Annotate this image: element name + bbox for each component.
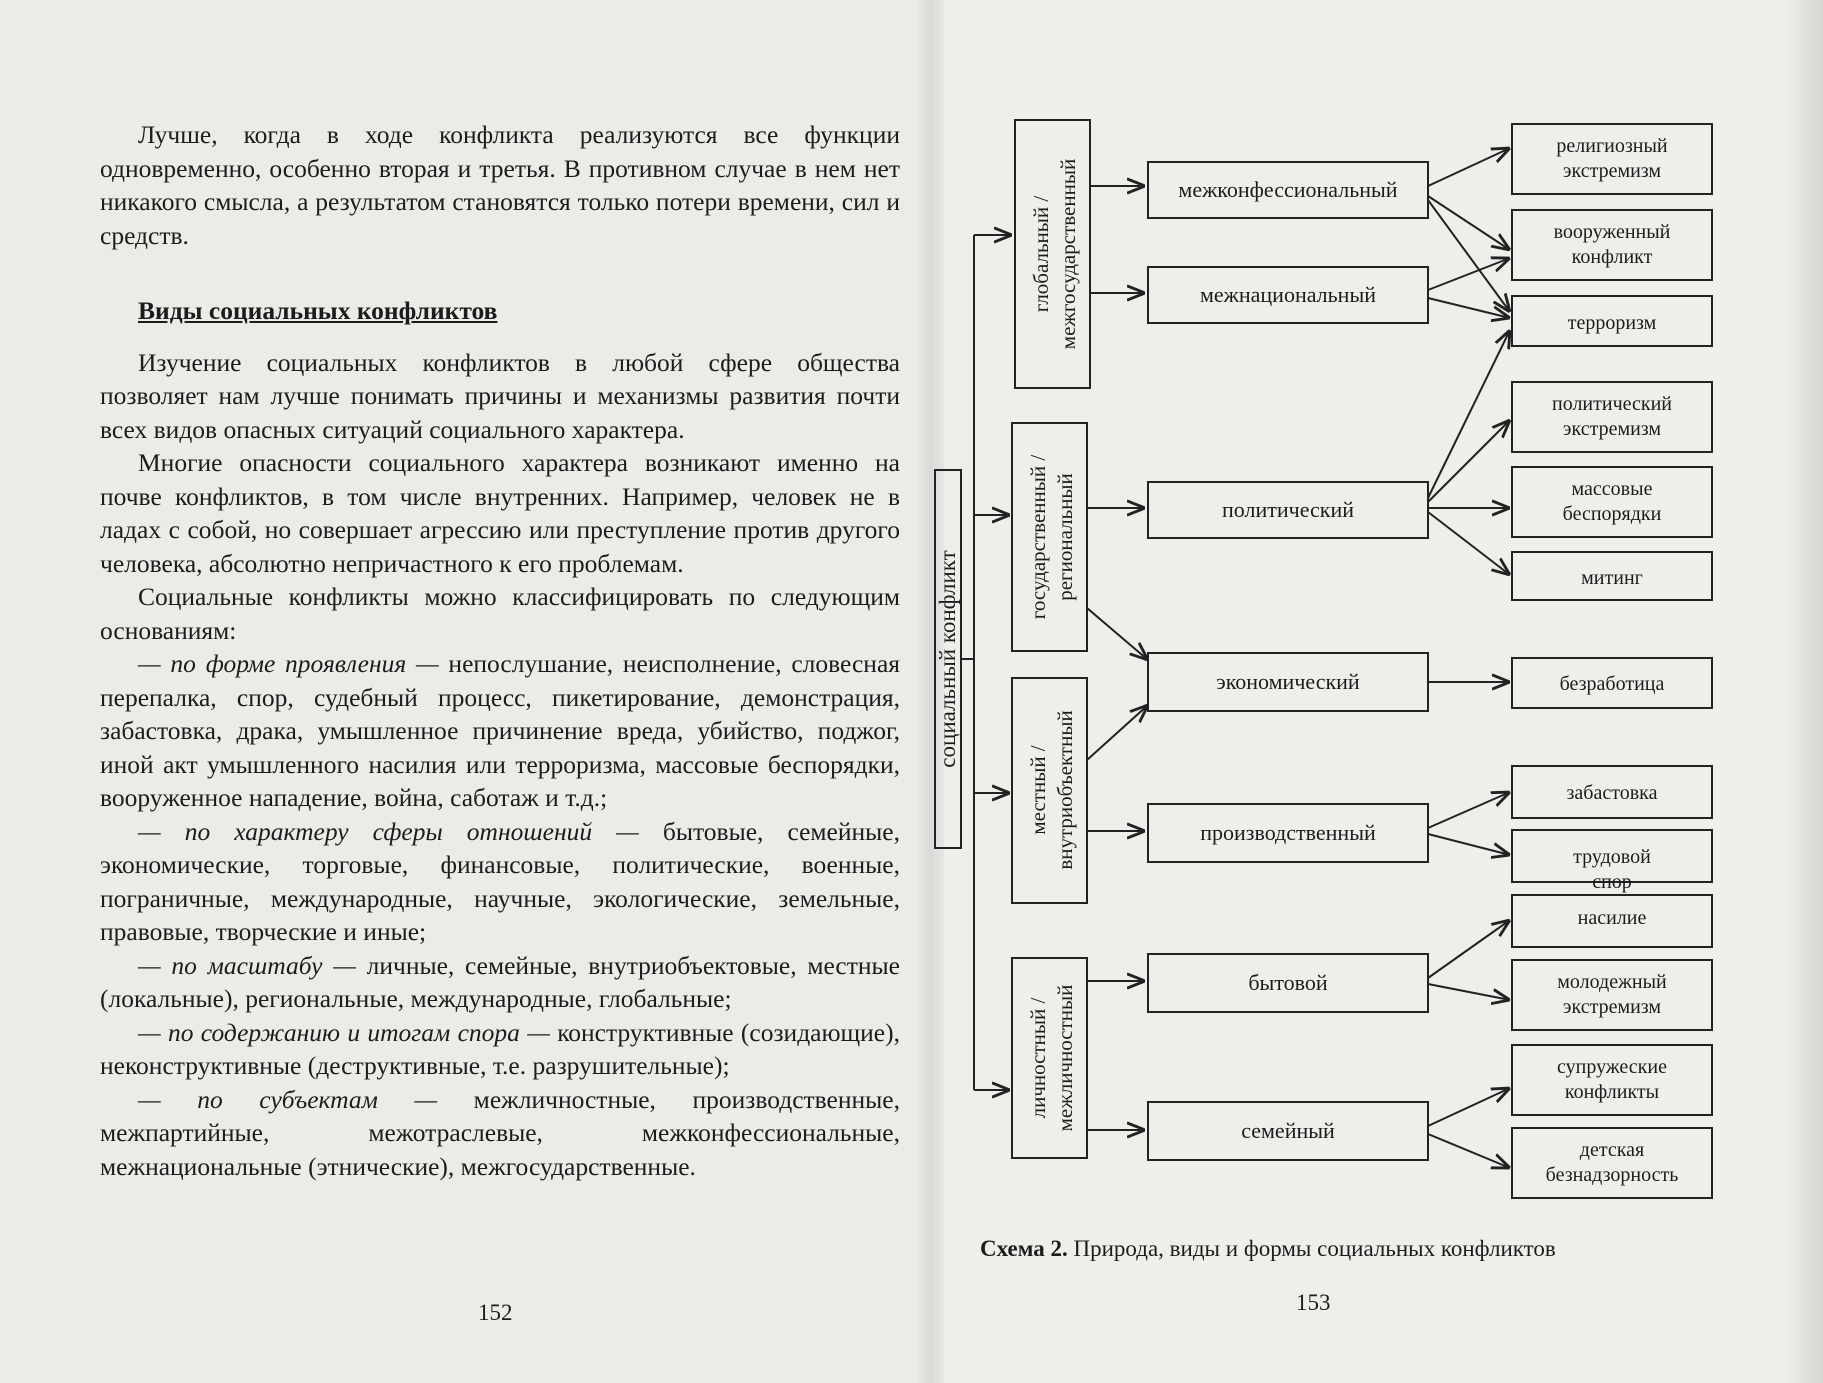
type-label-political: политический [1222,497,1354,522]
form-label-line: политический [1552,393,1672,415]
page-number-right: 153 [1296,1290,1331,1315]
form-label-political-extremism [1552,393,1672,440]
form-label-armed-conflict [1554,221,1671,268]
criterion-label: — по содержанию и итогам спора — [138,1017,550,1047]
type-label-interethnic: межнациональный [1199,282,1377,307]
criterion-text: конструктивные (созидающие), неконструктивные (деструктивные, т.е. разрушительные); [100,1017,900,1080]
form-label-line: митинг [1581,567,1643,589]
level-label-local [1026,710,1077,869]
arrow-domestic-violence [1428,920,1510,978]
arrow-state-economic [1087,608,1148,660]
form-label-line: экстремизм [1562,996,1662,1018]
level-label-global [1029,159,1080,349]
criterion-label: — по характеру сферы отношений — [138,816,639,846]
arrow-interfaith-terror [1428,200,1510,312]
arrow-family-spouses [1428,1088,1510,1126]
level-label-line: личностный / [1026,997,1050,1119]
caption-text: Природа, виды и формы социальных конфликтов [1067,1236,1556,1261]
type-label-industrial: производственный [1200,820,1376,845]
criterion-label: — по субъектам — [138,1084,438,1114]
form-label-rally [1581,567,1643,589]
level-label-line: государственный / [1026,454,1050,620]
form-label-line: религиозный [1556,135,1668,157]
form-label-line: вооруженный [1553,221,1671,243]
form-label-line: экстремизм [1562,418,1662,440]
form-label-line: спор [1592,871,1632,893]
arrow-interfaith-armed [1428,196,1510,250]
arrow-political-terror [1428,330,1510,498]
level-label-line: региональный [1053,473,1077,601]
arrow-family-neglect [1428,1134,1510,1168]
level-label-line: глобальный / [1029,195,1053,313]
arrow-political-rally [1428,512,1510,575]
arrow-interethnic-armed [1428,258,1510,290]
root-label: социальный конфликт [935,550,960,768]
level-label-line: местный / [1026,745,1050,835]
paragraph-4: Социальные конфликты можно классифицировать по следующим основаниям: [100,582,900,645]
form-label-line: трудовой [1573,846,1651,868]
arrow-local-economic [1087,705,1148,760]
level-label-line: межличностный [1053,984,1077,1132]
form-label-line: конфликт [1571,246,1653,268]
form-label-spousal-conflicts [1557,1056,1667,1103]
arrow-industrial-labor [1428,834,1510,855]
form-label-strike [1567,782,1658,804]
form-label-line: беспорядки [1562,503,1662,525]
type-label-family: семейный [1241,1118,1335,1143]
type-label-interfaith: межконфессиональный [1178,177,1398,202]
level-label-personal [1026,985,1077,1132]
form-label-line: детская [1579,1139,1645,1161]
form-label-child-neglect [1546,1139,1679,1186]
form-label-labor-dispute [1573,846,1651,893]
form-label-line: забастовка [1566,782,1658,804]
criterion-text: межличностные, производственные, межпартийные, межотраслевые, межконфессиональные, межнациональные (этнические), межгосударственные. [100,1084,900,1181]
section-heading: Виды социальных конфликтов [138,296,498,325]
form-label-line: насилие [1577,907,1647,929]
level-label-state [1026,455,1077,620]
form-label-line: массовые [1571,478,1653,500]
form-label-unemployment [1560,673,1665,695]
criterion-text: личные, семейные, внутриобъектовые, местные (локальные), региональные, международные, глобальные; [100,950,900,1013]
level-label-line: межгосударственный [1056,158,1080,350]
form-label-line: молодежный [1557,971,1667,993]
form-label-line: безработица [1559,673,1665,695]
form-label-line: безнадзорность [1545,1164,1679,1186]
caption-label: Схема 2. [980,1236,1068,1261]
form-label-violence [1578,907,1647,929]
type-label-domestic: бытовой [1248,970,1328,995]
form-label-line: экстремизм [1562,160,1662,182]
criterion-label: — по форме проявления — [138,649,439,678]
arrow-domestic-youth [1428,984,1510,1000]
page-number-left: 152 [478,1300,513,1325]
paragraph-3: Многие опасности социального характера возникают именно на почве конфликтов, в том числе внутренних. Например, человек не в ладах с собой, но совершает агрессию или преступление против другого человека, абсолютно непричастного к его проблемам. [100,448,900,578]
form-label-line: конфликты [1564,1081,1660,1103]
level-label-line: внутриобъектный [1053,710,1077,870]
criterion-text: бытовые, семейные, экономические, торговые, финансовые, политические, военные, пограничные, международные, научные, экологические, земельные, правовые, творческие и иные; [100,816,900,946]
arrow-interfaith-religious [1428,148,1510,186]
form-label-religious-extremism [1556,135,1668,182]
form-label-mass-riots [1563,478,1662,525]
diagram-caption [980,1236,1556,1262]
type-label-economic: экономический [1216,669,1360,694]
criterion-label: — по масштабу — [138,950,356,980]
paragraph-2: Изучение социальных конфликтов в любой сфере общества позволяет нам лучше понимать причины и механизмы развития почти всех видов опасных ситуаций социального характера. [100,347,900,444]
arrow-interethnic-terror [1428,298,1510,318]
form-label-terrorism [1568,312,1657,334]
form-label-line: терроризм [1567,312,1657,334]
criterion-text: непослушание, неисполнение, словесная перепалка, спор, судебный процесс, пикетирование, демонстрация, забастовка, драка, умышленное причинение вреда, убийство, поджог, иной акт умышленного насилия или терроризма, массовые беспорядки, вооруженное нападение, война, саботаж и т.д.; [100,649,900,812]
form-label-youth-extremism [1557,971,1667,1018]
arrow-industrial-strike [1428,792,1510,828]
form-label-line: супружеские [1557,1056,1667,1078]
paragraph-1: Лучше, когда в ходе конфликта реализуются все функции одновременно, особенно вторая и третья. В противном случае в нем нет никакого смысла, а результатом становятся только потери времени, сил и средств. [100,120,900,250]
arrow-political-extremism [1428,420,1510,502]
